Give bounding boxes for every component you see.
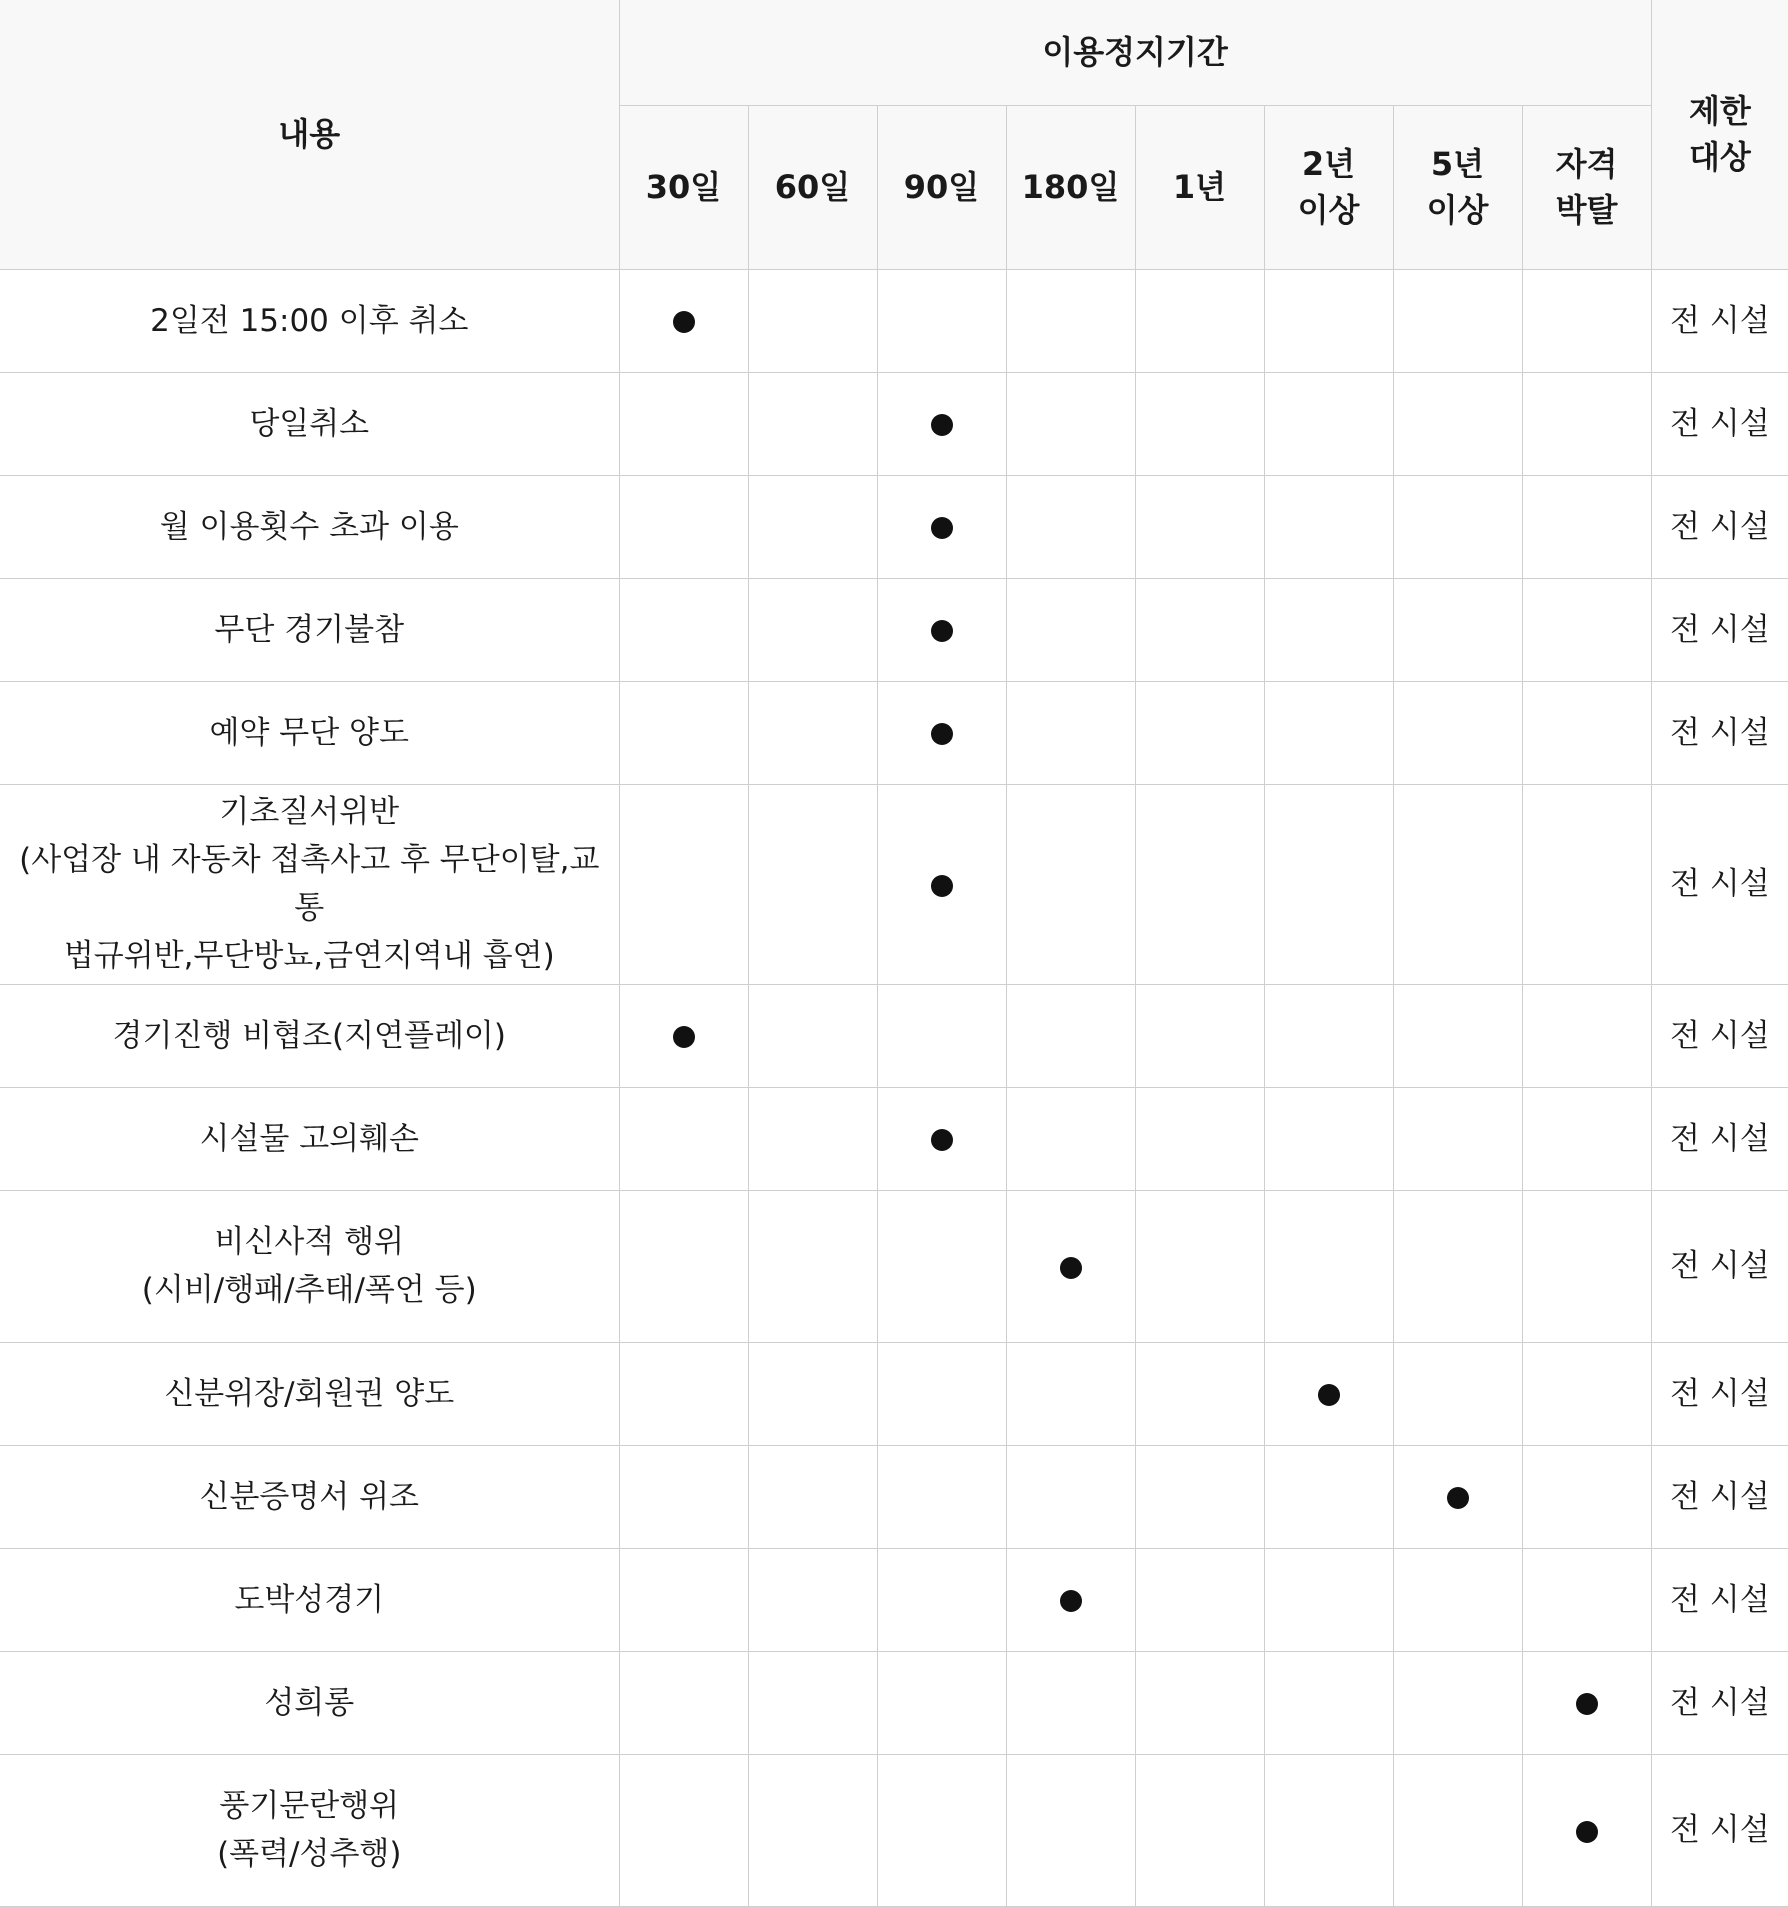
period-header-line: 1년 [1172, 168, 1227, 206]
period-cell [1522, 372, 1651, 475]
period-cell [1522, 1342, 1651, 1445]
period-cell [1522, 269, 1651, 372]
table-row [0, 1190, 1788, 1342]
period-header-line: 이상 [1426, 191, 1489, 229]
period-cell [1522, 1754, 1651, 1906]
table-row [0, 984, 1788, 1087]
filled-circle-icon [931, 517, 953, 539]
restriction-target: 전 시설 [1651, 1190, 1788, 1342]
period-cell [1393, 578, 1522, 681]
period-cell [619, 1087, 748, 1190]
target-header-line: 제한 [1688, 92, 1751, 131]
period-cell [1264, 372, 1393, 475]
period-cell [1522, 984, 1651, 1087]
period-cell [1006, 1445, 1135, 1548]
period-cell [748, 1548, 877, 1651]
period-header-line: 2년 [1301, 145, 1356, 183]
violation-content-line: 기초질서위반 [219, 794, 400, 830]
table-row [0, 1754, 1788, 1906]
period-cell [1264, 1445, 1393, 1548]
period-cell [877, 475, 1006, 578]
period-cell [1393, 475, 1522, 578]
period-cell [1135, 1651, 1264, 1754]
period-header-line: 90일 [903, 168, 980, 206]
period-cell [1006, 1754, 1135, 1906]
period-cell [619, 1548, 748, 1651]
filled-circle-icon [1447, 1487, 1469, 1509]
table-row [0, 784, 1788, 984]
period-cell [748, 269, 877, 372]
period-cell [877, 984, 1006, 1087]
period-cell [1264, 578, 1393, 681]
period-header [877, 105, 1006, 269]
target-header [1651, 0, 1788, 269]
violation-content-line: 시설물 고의훼손 [199, 1120, 419, 1157]
table-row [0, 475, 1788, 578]
violation-content-line: 2일전 15:00 이후 취소 [150, 302, 469, 339]
filled-circle-icon [1060, 1257, 1082, 1279]
period-cell [1264, 984, 1393, 1087]
period-cell [748, 1754, 877, 1906]
period-cell [1006, 984, 1135, 1087]
period-cell [748, 372, 877, 475]
filled-circle-icon [1318, 1384, 1340, 1406]
violation-content-line: 도박성경기 [234, 1581, 385, 1618]
period-cell [1393, 784, 1522, 984]
restriction-target: 전 시설 [1651, 681, 1788, 784]
violation-content-line: 경기진행 비협조(지연플레이) [112, 1017, 506, 1054]
table-row [0, 1445, 1788, 1548]
period-header-line: 60일 [774, 168, 851, 206]
period-cell [1135, 1754, 1264, 1906]
period-cell [877, 372, 1006, 475]
violation-content-line: 풍기문란행위 [219, 1788, 400, 1824]
period-cell [1006, 784, 1135, 984]
violation-content [0, 984, 619, 1087]
period-cell [748, 1445, 877, 1548]
period-cell [1006, 1342, 1135, 1445]
violation-content-line: (사업장 내 자동차 접촉사고 후 무단이탈,교통 [19, 842, 600, 926]
period-cell [619, 784, 748, 984]
period-cell [877, 1754, 1006, 1906]
period-cell [748, 1087, 877, 1190]
period-cell [1006, 372, 1135, 475]
period-cell [1264, 269, 1393, 372]
violation-content [0, 475, 619, 578]
period-cell [748, 1190, 877, 1342]
restriction-target: 전 시설 [1651, 1548, 1788, 1651]
period-cell [1135, 475, 1264, 578]
filled-circle-icon [931, 620, 953, 642]
period-cell [1393, 372, 1522, 475]
period-cell [1522, 1087, 1651, 1190]
period-cell [1264, 1342, 1393, 1445]
target-header-line: 대상 [1688, 138, 1751, 177]
table-row [0, 1548, 1788, 1651]
violation-content-line: 법규위반,무단방뇨,금연지역내 흡연) [63, 938, 555, 974]
table-body [0, 269, 1788, 1906]
violation-content-line: 신분위장/회원권 양도 [164, 1375, 455, 1412]
restriction-target: 전 시설 [1651, 1342, 1788, 1445]
restriction-target: 전 시설 [1651, 1651, 1788, 1754]
period-header-line: 5년 [1430, 145, 1485, 183]
violation-content [0, 1190, 619, 1342]
violation-content-line: 예약 무단 양도 [209, 714, 409, 751]
violation-content [0, 784, 619, 984]
period-cell [1264, 475, 1393, 578]
period-cell [748, 1342, 877, 1445]
period-cell [1135, 269, 1264, 372]
period-cell [1522, 1548, 1651, 1651]
period-cell [877, 1548, 1006, 1651]
period-cell [1135, 578, 1264, 681]
period-cell [1522, 475, 1651, 578]
period-cell [1522, 1651, 1651, 1754]
period-cell [1393, 269, 1522, 372]
period-header-line: 이상 [1297, 191, 1360, 229]
violation-content [0, 1445, 619, 1548]
period-cell [1264, 1548, 1393, 1651]
period-cell [877, 1651, 1006, 1754]
violation-content-line: 무단 경기불참 [214, 611, 405, 648]
period-cell [619, 681, 748, 784]
violation-content [0, 1548, 619, 1651]
period-header [1135, 105, 1264, 269]
violation-content-line: 비신사적 행위 [214, 1224, 405, 1260]
period-cell [1006, 1190, 1135, 1342]
period-header-line: 자격 [1555, 145, 1618, 183]
period-header [1264, 105, 1393, 269]
period-cell [1264, 784, 1393, 984]
content-header: 내용 [0, 0, 619, 269]
violation-content-line: 성희롱 [264, 1684, 355, 1721]
period-cell [877, 1190, 1006, 1342]
restriction-target: 전 시설 [1651, 578, 1788, 681]
violation-content-line: (시비/행패/추태/폭언 등) [141, 1272, 477, 1308]
period-cell [1264, 1190, 1393, 1342]
period-cell [1522, 1190, 1651, 1342]
period-cell [748, 681, 877, 784]
period-cell [1006, 1651, 1135, 1754]
period-cell [619, 1754, 748, 1906]
period-cell [1393, 1190, 1522, 1342]
restriction-target: 전 시설 [1651, 1087, 1788, 1190]
violation-content [0, 372, 619, 475]
period-cell [619, 372, 748, 475]
table-row [0, 1342, 1788, 1445]
period-cell [1522, 681, 1651, 784]
violation-content [0, 1342, 619, 1445]
period-cell [1006, 578, 1135, 681]
filled-circle-icon [1576, 1821, 1598, 1843]
table-row [0, 372, 1788, 475]
period-cell [1006, 475, 1135, 578]
period-cell [1264, 1087, 1393, 1190]
period-cell [877, 1342, 1006, 1445]
table-row [0, 269, 1788, 372]
period-cell [1006, 269, 1135, 372]
violation-content-line: 신분증명서 위조 [199, 1478, 419, 1515]
violation-content-line: (폭력/성추행) [217, 1836, 402, 1872]
period-cell [877, 269, 1006, 372]
period-cell [619, 1190, 748, 1342]
period-cell [619, 984, 748, 1087]
period-cell [748, 1651, 877, 1754]
period-cell [1393, 984, 1522, 1087]
period-header [1522, 105, 1651, 269]
restriction-target: 전 시설 [1651, 475, 1788, 578]
restriction-target: 전 시설 [1651, 372, 1788, 475]
violation-content-line: 월 이용횟수 초과 이용 [159, 508, 459, 545]
period-cell [877, 784, 1006, 984]
period-cell [1264, 1754, 1393, 1906]
restriction-target: 전 시설 [1651, 784, 1788, 984]
period-cell [877, 1445, 1006, 1548]
period-cell [1264, 1651, 1393, 1754]
period-header [619, 105, 748, 269]
period-cell [619, 475, 748, 578]
period-cell [1135, 1548, 1264, 1651]
filled-circle-icon [931, 1129, 953, 1151]
period-header-line: 박탈 [1555, 191, 1618, 229]
period-header [748, 105, 877, 269]
period-header [1006, 105, 1135, 269]
violation-content [0, 1087, 619, 1190]
period-cell [1393, 1754, 1522, 1906]
violation-content-line: 당일취소 [249, 405, 370, 442]
violation-content [0, 269, 619, 372]
period-cell [1135, 372, 1264, 475]
period-cell [748, 784, 877, 984]
period-cell [1135, 1190, 1264, 1342]
period-cell [1135, 984, 1264, 1087]
period-cell [1522, 578, 1651, 681]
filled-circle-icon [931, 414, 953, 436]
period-cell [877, 681, 1006, 784]
period-cell [1522, 1445, 1651, 1548]
violation-content [0, 1651, 619, 1754]
period-cell [1393, 1548, 1522, 1651]
period-cell [1006, 1087, 1135, 1190]
period-cell [1393, 1087, 1522, 1190]
period-cell [619, 269, 748, 372]
period-cell [1135, 1342, 1264, 1445]
filled-circle-icon [673, 311, 695, 333]
period-cell [1393, 1342, 1522, 1445]
period-cell [619, 1651, 748, 1754]
table-header [0, 0, 1788, 269]
period-group-header: 이용정지기간 [619, 0, 1651, 105]
filled-circle-icon [931, 875, 953, 897]
period-cell [1135, 1087, 1264, 1190]
period-cell [619, 1342, 748, 1445]
filled-circle-icon [673, 1026, 695, 1048]
period-header-line: 30일 [645, 168, 722, 206]
period-cell [748, 984, 877, 1087]
period-cell [877, 1087, 1006, 1190]
period-header [1393, 105, 1522, 269]
period-cell [748, 578, 877, 681]
period-cell [1393, 681, 1522, 784]
violation-content [0, 681, 619, 784]
period-cell [1393, 1445, 1522, 1548]
filled-circle-icon [1060, 1590, 1082, 1612]
period-cell [619, 1445, 748, 1548]
period-cell [619, 578, 748, 681]
period-cell [1135, 784, 1264, 984]
table-row [0, 681, 1788, 784]
restriction-target: 전 시설 [1651, 1754, 1788, 1906]
period-cell [1522, 784, 1651, 984]
violation-content [0, 1754, 619, 1906]
period-cell [1006, 681, 1135, 784]
period-cell [1393, 1651, 1522, 1754]
period-cell [1135, 681, 1264, 784]
period-cell [1135, 1445, 1264, 1548]
table-row [0, 1651, 1788, 1754]
period-cell [1006, 1548, 1135, 1651]
period-cell [748, 475, 877, 578]
table-row [0, 1087, 1788, 1190]
restriction-target: 전 시설 [1651, 1445, 1788, 1548]
restriction-target: 전 시설 [1651, 984, 1788, 1087]
filled-circle-icon [1576, 1693, 1598, 1715]
restriction-target: 전 시설 [1651, 269, 1788, 372]
period-header-line: 180일 [1021, 168, 1120, 206]
filled-circle-icon [931, 723, 953, 745]
violation-content [0, 578, 619, 681]
period-cell [1264, 681, 1393, 784]
table-row [0, 578, 1788, 681]
period-cell [877, 578, 1006, 681]
